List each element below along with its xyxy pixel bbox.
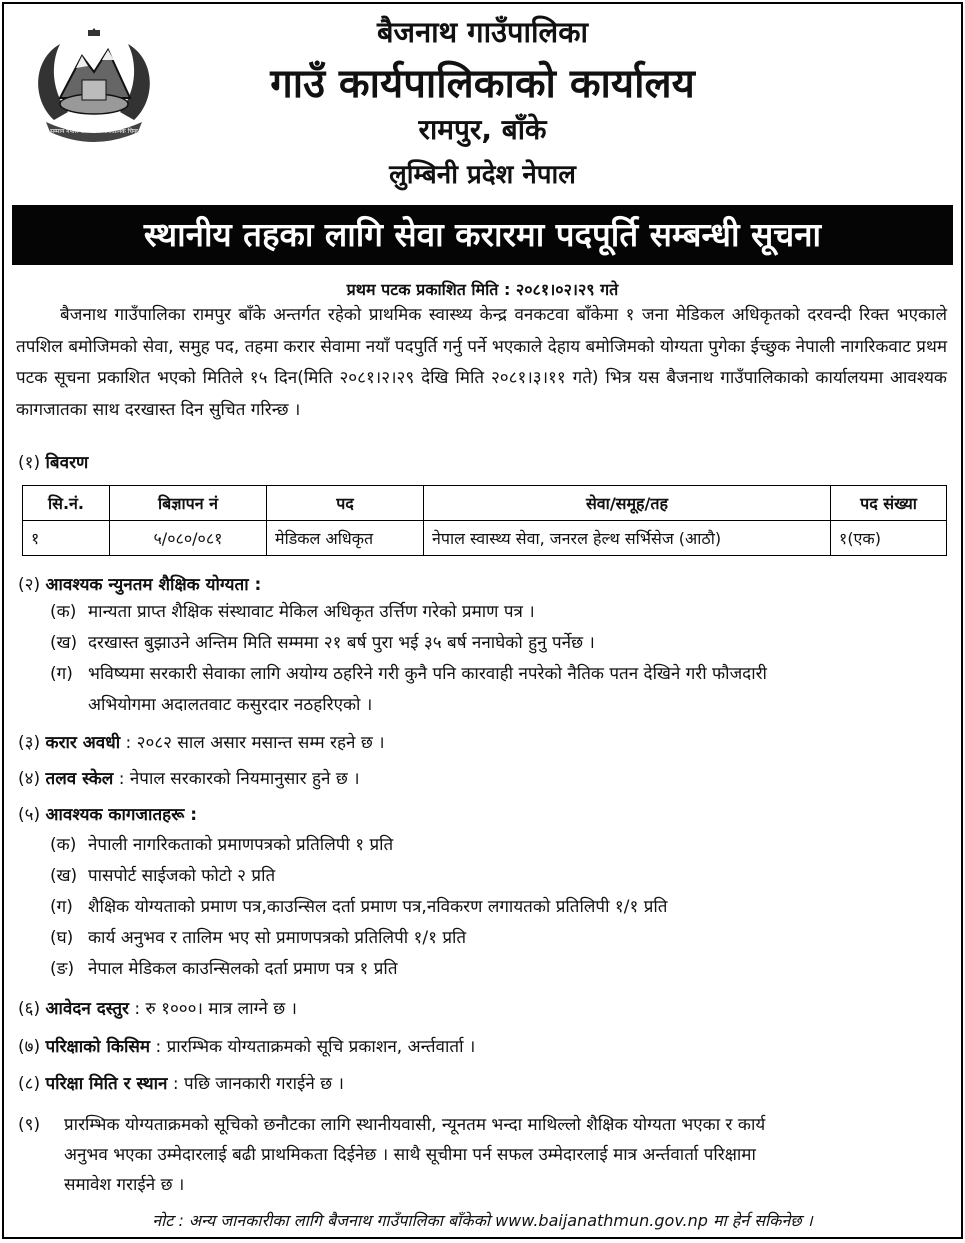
footer-note: नोट : अन्य जानकारीका लागि बैजनाथ गाउँपालिका बाँकेको www.baijanathmun.gov.np मा हेर्न सकिनेछ । [152,1211,813,1230]
section-3: (३) करार अवधी : २०८२ साल असार मसान्त सम्म रहने छ । [18,733,385,753]
section-title: तलव स्केल [45,769,114,789]
list-item: (क) नेपाली नागरिकताको प्रमाणपत्रको प्रतिलिपी १ प्रति [50,835,394,855]
section-number: (५) [18,805,41,825]
section-2-heading [18,572,261,595]
intro-paragraph [16,300,947,426]
table-cell: मेडिकल अधिकृत [267,521,424,556]
table-cell: १ [23,521,110,556]
section-number: (१) [18,453,41,473]
list-item: (क) मान्यता प्राप्त शैक्षिक संस्थावाट मेकिल अधिकृत उर्त्तिण गरेको प्रमाण पत्र । [50,602,535,622]
list-item: (ग) भविष्यमा सरकारी सेवाका लागि अयोग्य ठहरिने गरी कुनै पनि कारवाही नपरेको नैतिक पतन देखिने गरी फौजदारी [50,664,767,684]
section-9: (९) प्रारम्भिक योग्यताक्रमको सूचिको छनौटका लागि स्थानीयवासी, न्यूनतम भन्दा माथिल्लो शैक्षिक योग्यता भएका र कार्य अनुभव भएका उम्मेदारलाई बढी प्राथमिकता दिईनेछ । साथै सूचीमा पर्न सफल उम्मेदारलाई मात्र अर्न्तवार्ता परिक्षामा समावेश गराईने छ । [18,1115,766,1195]
column-header: पद [267,486,424,521]
section-5-heading [18,802,197,825]
section-4: (४) तलव स्केल : नेपाल सरकारको नियमानुसार हुने छ । [18,769,360,789]
list-item: (ख) दरखास्त बुझाउने अन्तिम मिति सम्ममा २१ बर्ष पुरा भई ३५ बर्ष ननाघेको हुनु पर्नेछ । [50,633,595,653]
publish-date: प्रथम पटक प्रकाशित मिति : २०८१।०२।२९ गते [346,280,619,299]
province-name: लुम्बिनी प्रदेश नेपाल [389,160,576,190]
list-item-continuation: अभियोगमा अदालतवाट कसुरदार नठहरिएको । [88,695,373,715]
notice-page [2,2,963,1239]
column-header: बिज्ञापन नं [110,486,267,521]
column-header: पद संख्या [831,486,947,521]
documents-list [50,830,945,985]
municipality-name: बैजनाथ गाउँपालिका [377,15,588,49]
list-item: (ङ) नेपाल मेडिकल काउन्सिलको दर्ता प्रमाण पत्र १ प्रति [50,959,398,979]
intro-text: बैजनाथ गाउँपालिका रामपुर बाँके अन्तर्गत रहेको प्राथमिक स्वास्थ्य केन्द्र वनकटवा बाँकेमा १ जना मेडिकल अधिकृतको दरवन्दी रिक्त भएकाले तपशिल बमोजिमको सेवा, समुह पद, तहमा करार सेवामा नयाँ पदपुर्ति गर्नु पर्ने भएकाले देहाय बमोजिमको योग्यता पुगेका ईच्छुक नेपाली नागरिकवाट प्रथम पटक सूचना प्रकाशित भएको मितिले १५ दिन(मिति २०८१।२।२९ देखि मिति २०८१।३।११ गते) भित्र यस बैजनाथ गाउँपालिकाको कार्यालयमा आवश्यक कागजातका साथ दरखास्त दिन सुचित गरिन्छ । [16,305,947,420]
table-cell: नेपाल स्वास्थ्य सेवा, जनरल हेल्थ सर्भिसेज (आठौ) [424,521,831,556]
qualification-list [50,597,945,721]
section-7: (७) परिक्षाको किसिम : प्रारम्भिक योग्यताक्रमको सूचि प्रकाशन, अर्न्तवार्ता । [18,1037,476,1057]
section-title: बिवरण [45,453,89,473]
section-title: परिक्षाको किसिम [45,1037,151,1057]
list-item: (ग) शैक्षिक योग्यताको प्रमाण पत्र,काउन्सिल दर्ता प्रमाण पत्र,नविकरण लगायतको प्रतिलिपी १/१ प्रति [50,897,668,917]
table-row [23,521,947,556]
section-6: (६) आवेदन दस्तुर : रु १०००। मात्र लाग्ने छ । [18,999,297,1019]
svg-text:सम्मान नेपाल सरकारको संवैधानिक: सम्मान नेपाल सरकारको संवैधानिक चिन्ह [49,128,139,135]
office-address: रामपुर, बाँके [418,113,547,146]
list-item: (ख) पासपोर्ट साईजको फोटो २ प्रति [50,866,276,886]
section-title: आवेदन दस्तुर [45,999,130,1019]
list-item: (घ) कार्य अनुभव र तालिम भए सो प्रमाणपत्रको प्रतिलिपी १/१ प्रति [50,928,467,948]
section-title: परिक्षा मिति र स्थान [45,1074,168,1094]
section-title: करार अवधी [45,733,121,753]
section-title: आवश्यक कागजातहरू : [45,805,198,825]
table-cell: ५/०८०/०८१ [110,521,267,556]
office-name: गाउँ कार्यपालिकाको कार्यालय [270,61,695,107]
section-title: आवश्यक न्युनतम शैक्षिक योग्यता : [45,575,262,595]
column-header: सि.नं. [23,486,110,521]
vacancy-table [22,485,947,556]
section-number: (२) [18,575,41,595]
section-8: (८) परिक्षा मिति र स्थान : पछि जानकारी गराईने छ । [18,1074,344,1094]
section-1-heading [18,450,88,473]
notice-title-banner: स्थानीय तहका लागि सेवा करारमा पदपूर्ति सम्बन्धी सूचना [12,205,953,265]
table-header-row [23,486,947,521]
column-header: सेवा/समूह/तह [424,486,831,521]
table-cell: १(एक) [831,521,947,556]
